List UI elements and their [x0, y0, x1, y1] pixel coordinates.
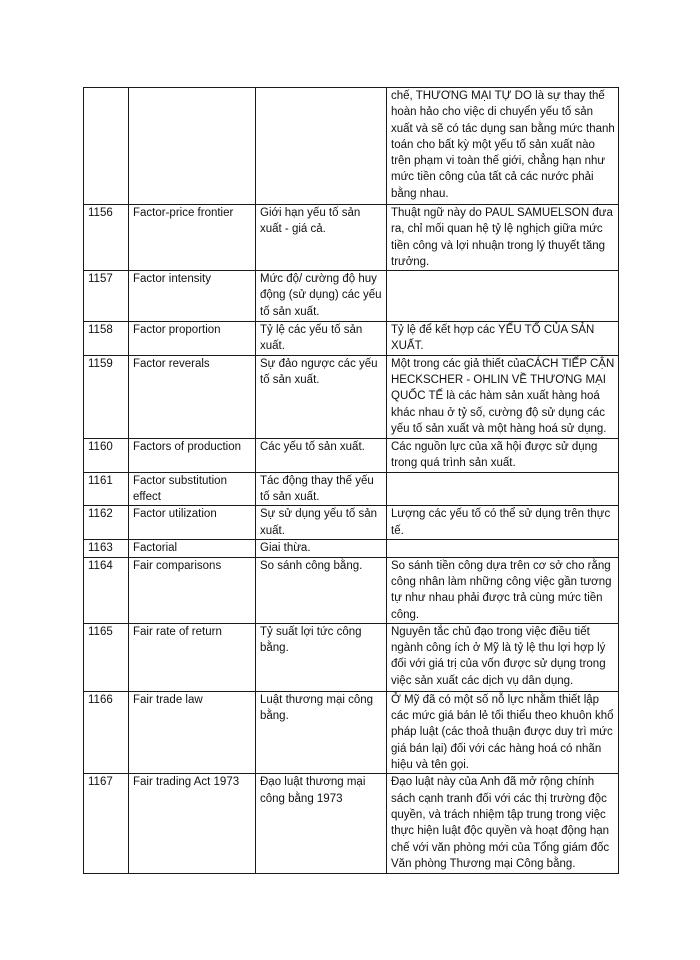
vietnamese-term: Đạo luật thương mại công bằng 1973 — [256, 774, 387, 874]
english-term: Fair comparisons — [129, 557, 256, 623]
table-row — [84, 271, 619, 322]
entry-number: 1157 — [84, 271, 129, 322]
vietnamese-term — [256, 88, 387, 205]
table-row — [84, 557, 619, 623]
table-row — [84, 355, 619, 438]
definition: Nguyên tắc chủ đạo trong việc điều tiết ngành công ích ở Mỹ là tỷ lệ thu lợi hợp lý đối với giá trị của vốn được sử dụng trong việc sản xuất các dịch vụ dân dụng. — [387, 623, 619, 691]
vietnamese-term: Các yếu tố sản xuất. — [256, 438, 387, 472]
entry-number: 1156 — [84, 205, 129, 271]
english-term: Factor proportion — [129, 322, 256, 356]
table-row — [84, 623, 619, 691]
vietnamese-term: Tác động thay thế yếu tố sản xuất. — [256, 472, 387, 506]
definition: Một trong các giả thiết củaCÁCH TIẾP CẬN HECKSCHER - OHLIN VỀ THƯƠNG MẠI QUỐC TẾ là các hàm sản xuất hàng hoá khác nhau ở tỷ số, cường độ sử dụng các yếu tố sản xuất và một hàng hoá sử dụng. — [387, 355, 619, 438]
definition: Lượng các yếu tố có thể sử dụng trên thực tế. — [387, 506, 619, 540]
vietnamese-term: Sự sử dụng yếu tố sản xuất. — [256, 506, 387, 540]
english-term: Factor reverals — [129, 355, 256, 438]
table-row — [84, 506, 619, 540]
entry-number: 1160 — [84, 438, 129, 472]
entry-number: 1167 — [84, 774, 129, 874]
definition — [387, 472, 619, 506]
english-term: Factor utilization — [129, 506, 256, 540]
definition: So sánh tiền công dựa trên cơ sở cho rằng công nhân làm những công việc gần tương tự như nhau phải được trả cùng mức tiền công. — [387, 557, 619, 623]
definition — [387, 540, 619, 557]
vietnamese-term: So sánh công bằng. — [256, 557, 387, 623]
definition: Thuật ngữ này do PAUL SAMUELSON đưa ra, chỉ mối quan hệ tỷ lệ nghịch giữa mức tiền công và lợi nhuận trong lý thuyết tăng trưởng. — [387, 205, 619, 271]
vietnamese-term: Giai thừa. — [256, 540, 387, 557]
definition: Đạo luật này của Anh đã mở rộng chính sách cạnh tranh đối với các thị trường độc quyền, và trách nhiệm tập trung trong việc thực hiện luật độc quyền và hoạt động hạn chế với văn phòng mới của Tổng giám đốc Văn phòng Thương mại Công bằng. — [387, 774, 619, 874]
table-row — [84, 438, 619, 472]
table-row — [84, 322, 619, 356]
vietnamese-term: Giới hạn yếu tố sản xuất - giá cả. — [256, 205, 387, 271]
entry-number: 1161 — [84, 472, 129, 506]
entry-number: 1159 — [84, 355, 129, 438]
table-row — [84, 472, 619, 506]
entry-number: 1164 — [84, 557, 129, 623]
vietnamese-term: Mức độ/ cường độ huy động (sử dụng) các yếu tố sản xuất. — [256, 271, 387, 322]
english-term: Factor intensity — [129, 271, 256, 322]
english-term: Fair rate of return — [129, 623, 256, 691]
table-row — [84, 540, 619, 557]
english-term: Factor substitution effect — [129, 472, 256, 506]
definition: chế, THƯƠNG MẠI TỰ DO là sự thay thế hoàn hảo cho việc di chuyển yếu tố sản xuất và sẽ có tác dụng san bằng mức thanh toán cho bất kỳ một yếu tố sản xuất nào trên phạm vi toàn thế giới, chẳng hạn như mức tiền công của tất cả các nước phải bằng nhau. — [387, 88, 619, 205]
table-row — [84, 205, 619, 271]
glossary-table — [83, 87, 619, 874]
definition: Các nguồn lực của xã hội được sử dụng trong quá trình sản xuất. — [387, 438, 619, 472]
entry-number: 1163 — [84, 540, 129, 557]
english-term: Fair trade law — [129, 691, 256, 773]
english-term: Factorial — [129, 540, 256, 557]
vietnamese-term: Luật thương mại công bằng. — [256, 691, 387, 773]
table-row — [84, 774, 619, 874]
table-row — [84, 691, 619, 773]
definition: Tỷ lệ để kết hợp các YẾU TỐ CỦA SẢN XUẤT. — [387, 322, 619, 356]
vietnamese-term: Sự đảo ngược các yếu tố sản xuất. — [256, 355, 387, 438]
entry-number: 1165 — [84, 623, 129, 691]
english-term: Factor-price frontier — [129, 205, 256, 271]
entry-number — [84, 88, 129, 205]
entry-number: 1158 — [84, 322, 129, 356]
vietnamese-term: Tỷ lệ các yếu tố sản xuất. — [256, 322, 387, 356]
english-term: Fair trading Act 1973 — [129, 774, 256, 874]
definition — [387, 271, 619, 322]
definition: Ở Mỹ đã có một số nỗ lực nhằm thiết lập các mức giá bán lẻ tối thiểu theo khuôn khổ pháp luật (các thoả thuận được duy trì mức giá bán lại) đối với các hàng hoá có nhãn hiệu và tên gọi. — [387, 691, 619, 773]
entry-number: 1162 — [84, 506, 129, 540]
english-term: Factors of production — [129, 438, 256, 472]
vietnamese-term: Tỷ suất lợi tức công bằng. — [256, 623, 387, 691]
english-term — [129, 88, 256, 205]
entry-number: 1166 — [84, 691, 129, 773]
table-row — [84, 88, 619, 205]
